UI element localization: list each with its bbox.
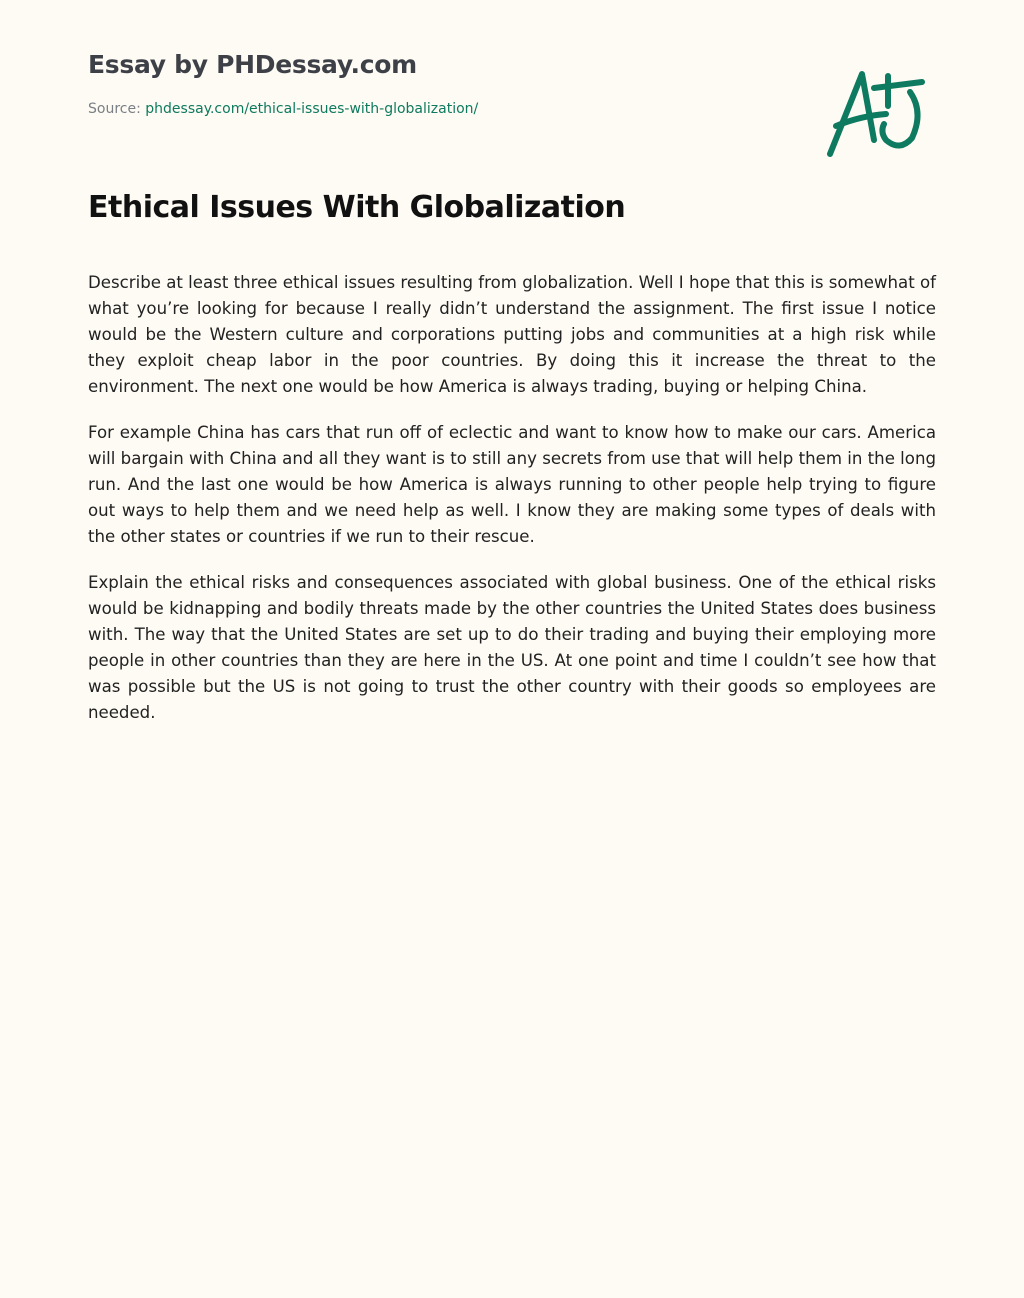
source-label: Source: <box>88 101 146 117</box>
site-brand: Essay by PHDessay.com <box>88 50 417 79</box>
essay-body <box>88 270 936 746</box>
essay-title: Ethical Issues With Globalization <box>88 190 626 225</box>
a-plus-logo-icon <box>822 62 932 162</box>
essay-paragraph: Describe at least three ethical issues resulting from globalization. Well I hope that this is somewhat of what you’re looking for because I really didn’t understand the assignment. The first issue I notice would be the Western culture and corporations putting jobs and communities at a high risk while they exploit cheap labor in the poor countries. By doing this it increase the threat to the environment. The next one would be how America is always trading, buying or helping China. <box>88 273 936 396</box>
essay-paragraph: Explain the ethical risks and consequences associated with global business. One of the ethical risks would be kidnapping and bodily threats made by the other countries the United States does business with. The way that the United States are set up to do their trading and buying their employing more people in other countries than they are here in the US. At one point and time I couldn’t see how that was possible but the US is not going to trust the other country with their goods so employees are needed. <box>88 573 936 722</box>
source-line <box>88 101 478 117</box>
essay-paragraph: For example China has cars that run off of eclectic and want to know how to make our cars. America will bargain with China and all they want is to still any secrets from use that will help them in the long run. And the last one would be how America is always running to other people help trying to figure out ways to help them and we need help as well. I know they are making some types of deals with the other states or countries if we run to their rescue. <box>88 423 936 546</box>
source-link[interactable]: phdessay.com/ethical-issues-with-globalization/ <box>145 101 479 117</box>
